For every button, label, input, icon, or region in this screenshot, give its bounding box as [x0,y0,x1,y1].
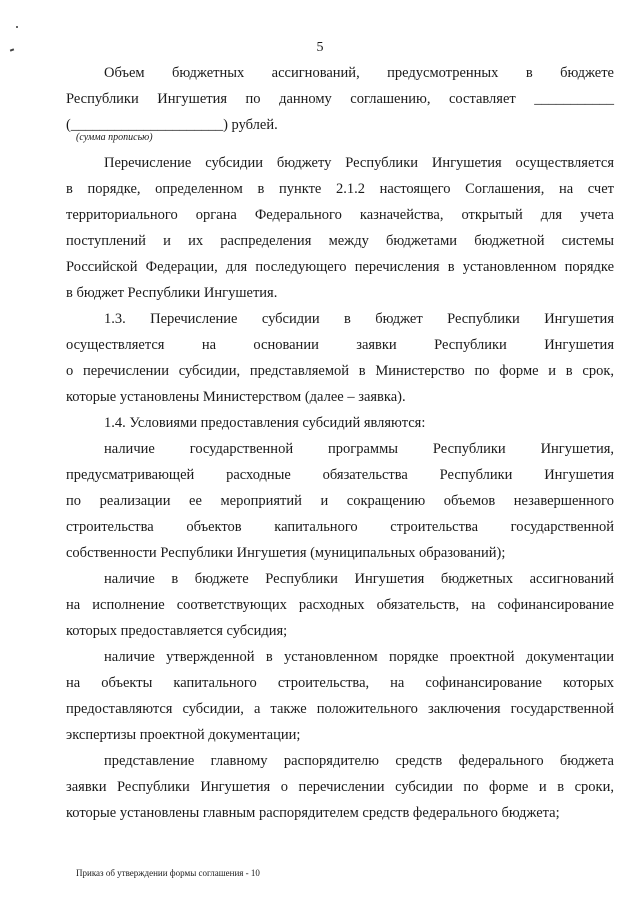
text-line: территориального органа Федерального казначейства, открытый для учета [66,207,614,223]
text-line: строительства объектов капитального строительства государственной [66,519,614,535]
text-line: предусматривающей расходные обязательства Республики Ингушетия [66,467,614,483]
text-line: Республики Ингушетия по данному соглашению, составляет ___________ [66,91,614,107]
text-line: Объем бюджетных ассигнований, предусмотренных в бюджете [104,65,614,81]
text-line: 1.4. Условиями предоставления субсидий являются: [104,415,426,431]
scan-artifact [16,26,18,28]
document-footer: Приказ об утверждении формы соглашения - 10 [76,868,260,878]
text-line: которых предоставляется субсидия; [66,623,288,639]
text-line: заявки Республики Ингушетия о перечислении субсидии по форме и в сроки, [66,779,614,795]
text-line: осуществляется на основании заявки Республики Ингушетия [66,337,614,353]
text-line: наличие государственной программы Республики Ингушетия, [104,441,614,457]
text-line: наличие утвержденной в установленном порядке проектной документации [104,649,614,665]
text-line: (_____________________) рублей. [66,117,278,133]
text-line: в бюджет Республики Ингушетия. [66,285,278,301]
text-line: Перечисление субсидии бюджету Республики Ингушетия осуществляется [104,155,614,171]
page-number: 5 [316,40,324,55]
text-line: Российской Федерации, для последующего перечисления в установленном порядке [66,259,614,275]
text-line: о перечислении субсидии, представляемой в Министерство по форме и в срок, [66,363,614,379]
text-line: в порядке, определенном в пункте 2.1.2 настоящего Соглашения, на счет [66,181,614,197]
text-line: которые установлены главным распорядителем средств федерального бюджета; [66,805,560,821]
text-line: которые установлены Министерством (далее – заявка). [66,389,406,405]
text-line: предоставляются субсидии, а также положительного заключения государственной [66,701,614,717]
text-line: экспертизы проектной документации; [66,727,301,743]
text-line: на исполнение соответствующих расходных обязательств, на софинансирование [66,597,614,613]
text-line: собственности Республики Ингушетия (муниципальных образований); [66,545,506,561]
text-line: поступлений и их распределения между бюджетами бюджетной системы [66,233,614,249]
text-line: представление главному распорядителю средств федерального бюджета [104,753,614,769]
text-line: наличие в бюджете Республики Ингушетия бюджетных ассигнований [104,571,614,587]
text-line: по реализации ее мероприятий и сокращению объемов незавершенного [66,493,614,509]
text-line: на объекты капитального строительства, на софинансирование которых [66,675,614,691]
text-line: 1.3. Перечисление субсидии в бюджет Республики Ингушетия [104,311,614,327]
amount-in-words-note: (сумма прописью) [76,132,153,143]
